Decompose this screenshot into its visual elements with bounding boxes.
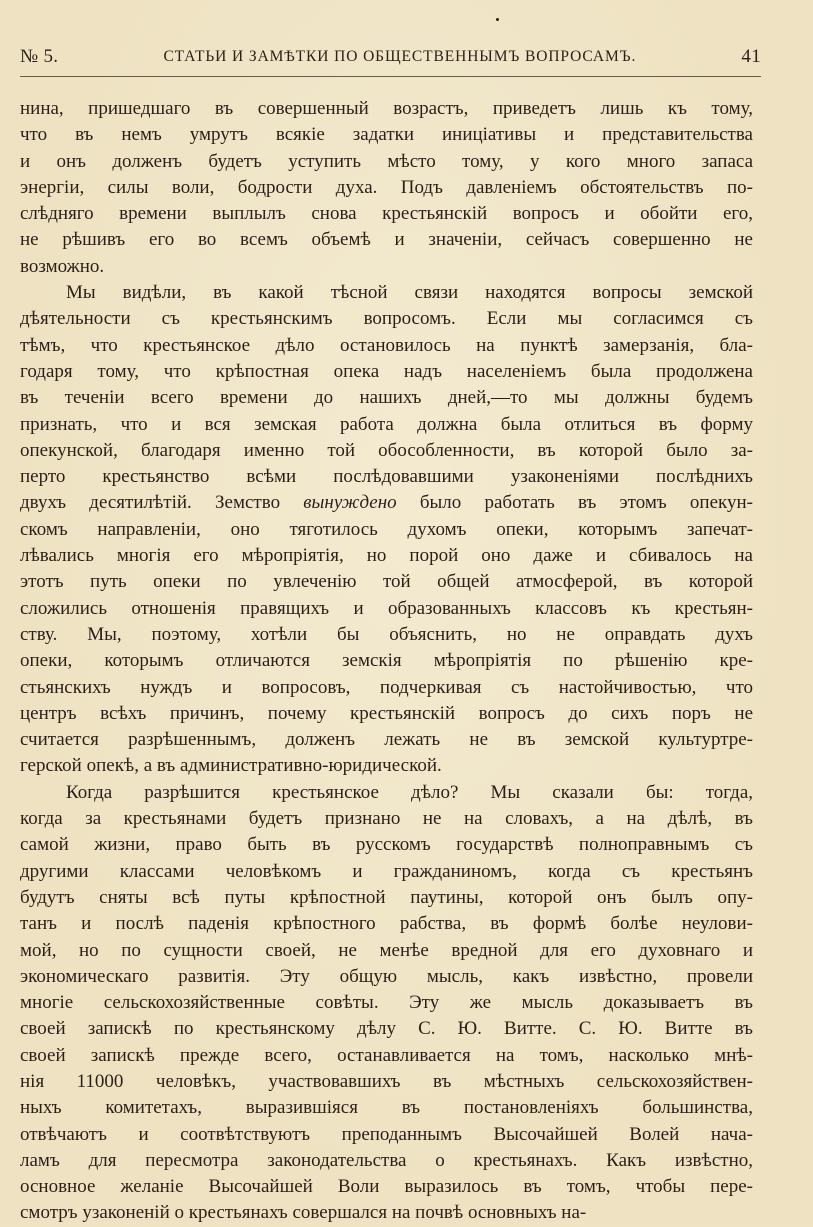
text-line: считается разрѣшеннымъ, долженъ лежать не въ земской культуртре- bbox=[20, 729, 753, 751]
text-line: ству. Мы, поэтому, хотѣли бы объяснить, но не оправдать духъ bbox=[20, 623, 753, 645]
text-line: своей запискѣ по крестьянскому дѣлу С. Ю. Витте. С. Ю. Витте въ bbox=[20, 1018, 753, 1040]
text-line: дѣятельности съ крестьянскимъ вопросомъ. Если мы согласимся съ bbox=[20, 308, 753, 330]
text-line: признать, что и вся земская работа должна была отлиться въ форму bbox=[20, 413, 753, 435]
text-line: этотъ путь опеки по увлеченію той общей атмосферой, въ которой bbox=[20, 571, 753, 593]
text-line: тѣмъ, что крестьянское дѣло остановилось на пунктѣ замерзанія, бла- bbox=[20, 334, 753, 356]
page-number: 41 bbox=[741, 46, 761, 67]
text-line: будутъ сняты всѣ путы крѣпостной паутины, которой онъ былъ опу- bbox=[20, 886, 753, 908]
header-title: СТАТЬИ И ЗАМѢТКИ ПО ОБЩЕСТВЕННЫМЪ ВОПРОСАМЪ. bbox=[163, 48, 637, 65]
text-line: центръ всѣхъ причинъ, почему крестьянскій вопросъ до сихъ поръ не bbox=[20, 702, 753, 724]
text-line: опеки, которымъ отличаются земскія мѣропріятія по рѣшенію кре- bbox=[20, 650, 753, 672]
text-line: другими классами человѣкомъ и гражданиномъ, когда съ крестьянъ bbox=[20, 860, 753, 882]
text-line: и онъ долженъ будетъ уступить мѣсто тому, у кого много запаса bbox=[20, 150, 753, 172]
text-line: не рѣшивъ его во всемъ объемѣ и значеніи, сейчасъ совершенно не bbox=[20, 229, 753, 251]
text-line: когда за крестьянами будетъ признано не на словахъ, а на дѣлѣ, въ bbox=[20, 808, 753, 830]
text-line: скомъ направленіи, оно тяготилось духомъ опеки, которымъ запечат- bbox=[20, 518, 753, 540]
speck-mark bbox=[496, 18, 499, 21]
text-line: въ теченіи всего времени до нашихъ дней,—то мы должны будемъ bbox=[20, 387, 753, 409]
text-line: многіе сельскохозяйственные совѣты. Эту же мысль доказываетъ въ bbox=[20, 992, 753, 1014]
emphasized-word: вынуждено bbox=[303, 492, 397, 514]
text-line: что въ немъ умрутъ всякіе задатки иниціативы и представительства bbox=[20, 124, 753, 146]
text-line: слѣдняго времени выплылъ снова крестьянскій вопросъ и обойти его, bbox=[20, 203, 753, 225]
text-line: опекунской, благодаря именно той обособленности, въ которой было за- bbox=[20, 439, 753, 461]
text-line: возможно. bbox=[20, 255, 105, 277]
text-line: самой жизни, право быть въ русскомъ государствѣ полноправнымъ съ bbox=[20, 834, 753, 856]
running-header bbox=[20, 44, 761, 70]
header-rule bbox=[20, 76, 761, 77]
text-line: Когда разрѣшится крестьянское дѣло? Мы сказали бы: тогда, bbox=[66, 781, 753, 803]
text-line: годаря тому, что крѣпостная опека надъ населеніемъ была продолжена bbox=[20, 360, 753, 382]
text-line: смотръ узаконеній о крестьянахъ совершался на почвѣ основныхъ на- bbox=[20, 1202, 587, 1224]
paragraph bbox=[20, 96, 753, 280]
text-line: энергіи, силы воли, бодрости духа. Подъ давленіемъ обстоятельствъ по- bbox=[20, 176, 753, 198]
text-line: танъ и послѣ паденія крѣпостного рабства, въ формѣ болѣе неулови- bbox=[20, 913, 753, 935]
text-line: сложились отношенія правящихъ и образованныхъ классовъ къ крестьян- bbox=[20, 597, 753, 619]
text-line: перто крестьянство всѣми послѣдовавшими узаконеніями послѣднихъ bbox=[20, 466, 753, 488]
text-line: нія 11000 человѣкъ, участвовавшихъ въ мѣстныхъ сельскохозяйствен- bbox=[20, 1070, 753, 1092]
paragraph bbox=[20, 280, 753, 780]
text-line: стьянскихъ нуждъ и вопросовъ, подчеркивая съ настойчивостью, что bbox=[20, 676, 753, 698]
text-line: основное желаніе Высочайшей Воли выразилось въ томъ, чтобы пере- bbox=[20, 1176, 753, 1198]
text-line: двухъ десятилѣтій. Земство вынуждено было работать въ этомъ опекун- bbox=[20, 492, 753, 514]
text-line: отвѣчаютъ и соотвѣтствуютъ преподаннымъ Высочайшей Волей нача- bbox=[20, 1123, 753, 1145]
text-line: нина, пришедшаго въ совершенный возрастъ, приведетъ лишь къ тому, bbox=[20, 98, 753, 119]
text-line: экономическаго развитія. Эту общую мысль, какъ извѣстно, провели bbox=[20, 965, 753, 987]
body-text bbox=[20, 96, 753, 1227]
text-line: Мы видѣли, въ какой тѣсной связи находятся вопросы земской bbox=[66, 282, 753, 304]
text-line: лѣвались многія его мѣропріятія, но порой оно даже и сбивалось на bbox=[20, 545, 753, 567]
text-line: мой, но по сущности своей, не менѣе вредной для его духовнаго и bbox=[20, 939, 753, 961]
text-line: ныхъ комитетахъ, выразившіяся въ постановленіяхъ большинства, bbox=[20, 1097, 753, 1119]
text-line: герской опекѣ, а въ административно-юридической. bbox=[20, 755, 442, 777]
paragraph bbox=[20, 780, 753, 1227]
text-line: своей запискѣ прежде всего, останавливается на томъ, насколько мнѣ- bbox=[20, 1044, 753, 1066]
text-line: ламъ для пересмотра законодательства о крестьянахъ. Какъ извѣстно, bbox=[20, 1149, 753, 1171]
issue-number: № 5. bbox=[20, 46, 59, 67]
